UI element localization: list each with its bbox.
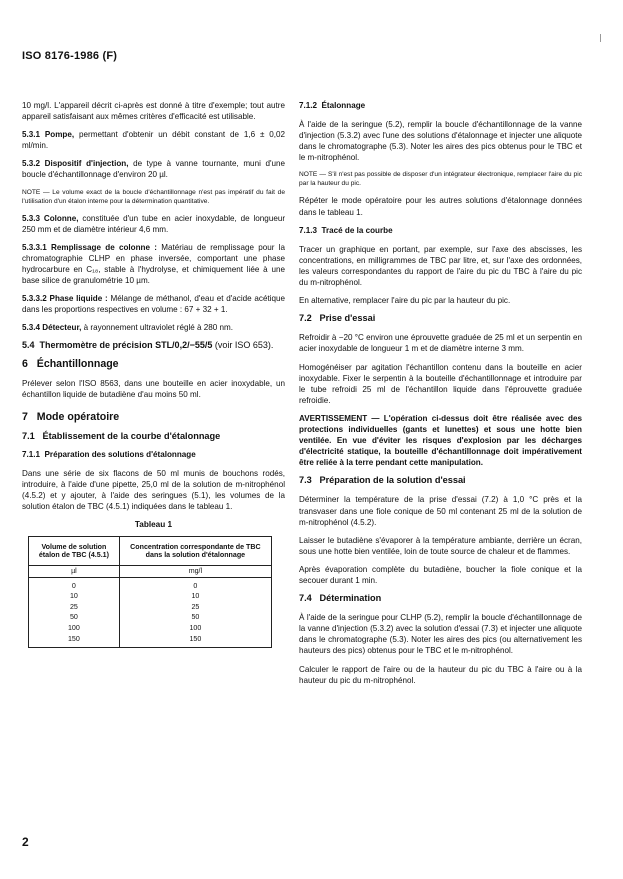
table-cell: 50	[29, 612, 120, 623]
section-title: Détecteur,	[42, 323, 82, 333]
section-title: Pompe,	[44, 130, 75, 140]
section-title: Préparation des solutions d'étalonnage	[44, 449, 196, 459]
table-cell: 150	[29, 634, 120, 648]
section-5-3-2	[22, 158, 285, 180]
table-cell: 150	[119, 634, 271, 648]
section-7-1-3-heading	[299, 225, 582, 236]
section-7-1-1-heading	[22, 449, 285, 460]
section-7-4-p1: À l'aide de la seringue pour CLHP (5.2), remplir la boucle d'échantillonnage de la vanne d'injection (5.3.2) avec la solution d'essai (7.3) et injecter une aliquote dans le chromatographe (5.3). Noter les aires des pics (ou alternativement les hauteurs des pics) obtenus pour le TBC et le m-nitrophénol.	[299, 613, 582, 656]
section-body: constituée d'un tube en acier inoxydable, de longueur 250 mm et de diamètre intérieur 4,6 mm.	[22, 213, 286, 234]
section-number: 6	[22, 357, 28, 370]
section-7-3-p3: Après évaporation complète du butadiène, boucher la fiole conique et la secouer durant 1 min.	[299, 564, 582, 585]
section-number: 5.3.2	[22, 159, 41, 169]
table-row	[29, 602, 272, 613]
section-5-4	[22, 340, 285, 351]
section-title: Prise d'essai	[319, 313, 376, 324]
table-caption: Tableau 1	[134, 520, 173, 530]
table-cell: 10	[29, 591, 120, 602]
note-sample-loop: NOTE — Le volume exact de la boucle d'échantillonnage n'est pas impératif du fait de l'utilisation d'un étalon interne pour la détermination quantitative.	[22, 188, 285, 205]
section-7-4-heading	[299, 593, 582, 604]
section-number: 7.4	[299, 593, 312, 604]
table-cell: 10	[119, 591, 271, 602]
table-cell: 0	[29, 577, 120, 591]
section-title: Phase liquide :	[49, 294, 108, 304]
table-cell: 25	[119, 602, 271, 613]
corner-mark	[600, 34, 601, 42]
table-row	[29, 634, 272, 648]
col1-unit: µl	[29, 565, 120, 577]
section-5-3-3-1	[22, 242, 285, 286]
section-7-3-heading	[299, 475, 582, 486]
section-7-3-p1: Déterminer la température de la prise d'essai (7.2) à 1,0 °C près et la transvaser dans une fiole conique de 50 ml contenant 25 ml de la solution de m-nitrophénol (4.5.2).	[299, 495, 582, 527]
warning-paragraph: AVERTISSEMENT — L'opération ci-dessus doit être réalisée avec des protections individuelles (gants et lunettes) et sous une hotte bien ventilée. En vue d'éviter les risques d'explosion par les décharges d'électricité statique, la bouteille d'échantillonnage doit impérativement être reliée à la terre pendant cette manipulation.	[299, 413, 582, 468]
section-number: 7.1	[22, 430, 35, 441]
table-cell: 100	[29, 623, 120, 634]
section-6-heading	[22, 359, 285, 370]
table-cell: 50	[119, 612, 271, 623]
intro-paragraph: 10 mg/l. L'appareil décrit ci-après est donné à titre d'exemple; tout autre appareil satisfaisant aux mêmes critères d'efficacité est utilisable.	[22, 101, 285, 122]
section-7-1-heading	[22, 431, 285, 442]
section-7-heading	[22, 412, 285, 423]
section-6-body: Prélever selon l'ISO 8563, dans une bouteille en acier inoxydable, un échantillon liquide de butadiène d'au moins 50 ml.	[22, 378, 285, 399]
section-7-1-2-heading	[299, 100, 582, 111]
section-number: 7.1.2	[299, 101, 318, 110]
section-title: Étalonnage	[321, 101, 366, 110]
section-7-1-2-body: À l'aide de la seringue (5.2), remplir la boucle d'échantillonnage de la vanne d'injection (5.3.2) avec l'une des solutions d'étalonnage et injecter une aliquote dans le chromatographe (5.3). Noter les aires des pics obtenus pour le TBC et le m-nitrophénol.	[299, 120, 582, 163]
section-7-1-3-alt: En alternative, remplacer l'aire du pic par la hauteur du pic.	[299, 296, 511, 306]
col1-header: Volume de solution étalon de TBC (4.5.1)	[29, 536, 120, 565]
section-number: 7.1.1	[22, 449, 41, 459]
right-column	[299, 100, 582, 693]
section-title: Colonne,	[43, 213, 79, 223]
section-7-2-p1: Refroidir à −20 °C environ une éprouvette graduée de 25 ml et un serpentin en acier inoxydable de longueur 1 m et de diamètre interne 3 mm.	[299, 333, 582, 354]
section-number: 7.2	[299, 313, 312, 324]
section-5-3-4	[22, 322, 285, 333]
section-body: Mélange de méthanol, d'eau et d'acide acétique dans les proportions respectives en volume : 67 + 32 + 1.	[22, 294, 286, 315]
section-7-4-p2: Calculer le rapport de l'aire ou de la hauteur du pic du TBC à l'aire ou à la hauteur du pic du m-nitrophénol.	[299, 664, 582, 685]
section-number: 7	[22, 410, 28, 423]
section-title: Établissement de la courbe d'étalonnage	[42, 430, 221, 441]
section-number: 5.3.3.2	[22, 294, 47, 304]
col2-header: Concentration correspondante de TBC dans la solution d'étalonnage	[119, 536, 271, 565]
section-title: Préparation de la solution d'essai	[319, 475, 466, 486]
page-number: 2	[22, 835, 29, 849]
col2-unit: mg/l	[119, 565, 271, 577]
section-body: de type à vanne tournante, muni d'une boucle d'échantillonnage d'environ 20 µl.	[22, 159, 286, 180]
section-body: (voir ISO 653).	[214, 340, 274, 351]
section-body: Matériau de remplissage pour la chromatographie CLHP en phase inversée, comportant une phase hydrocarbure en C₁₈, stable à l'hydrolyse, et chimiquement liée à une base silice de granulométrie 10 µm.	[22, 242, 285, 286]
table-row	[29, 612, 272, 623]
section-body: permettant d'obtenir un débit constant de 1,6 ± 0,02 ml/min.	[22, 130, 286, 151]
section-5-3-1	[22, 129, 285, 151]
section-5-3-3	[22, 213, 285, 235]
section-number: 5.3.3	[22, 213, 41, 223]
table-row	[29, 623, 272, 634]
section-title: Thermomètre de précision STL/0,2/−55/5	[39, 340, 213, 351]
section-7-1-1-body: Dans une série de six flacons de 50 ml munis de bouchons rodés, introduire, à l'aide d'une pipette, 25,0 ml de la solution de m-nitrophénol (4.5.2) et y ajouter, à l'aide des seringues (5.1), les volumes de la solution étalon de TBC (4.5.1) indiquées dans le tableau 1.	[22, 469, 285, 512]
table-cell: 25	[29, 602, 120, 613]
section-5-3-3-2	[22, 293, 285, 315]
repeat-paragraph: Répéter le mode opératoire pour les autres solutions d'étalonnage données dans le tableau 1.	[299, 196, 582, 217]
section-title: Dispositif d'injection,	[44, 159, 129, 169]
section-body: à rayonnement ultraviolet réglé à 280 nm.	[83, 323, 234, 333]
section-7-1-3-body: Tracer un graphique en portant, par exemple, sur l'axe des abscisses, les concentrations, en milligrammes de TBC par litre, et, sur l'axe des ordonnées, les valeurs correspondantes du rapport de l'aire du pic du TBC à l'aire du pic du m-nitrophénol.	[299, 244, 582, 288]
section-number: 5.4	[22, 340, 35, 351]
section-7-2-p2: Homogénéiser par agitation l'échantillon contenu dans la bouteille en acier inoxydable. Fixer le serpentin à la bouteille d'échantillonnage et introduire par le tube refroidi 25 ml de l'échantillon liquide dans l'éprouvette graduée refroidie.	[299, 362, 582, 405]
calibration-table	[28, 536, 272, 649]
section-title: Détermination	[319, 593, 382, 604]
section-title: Tracé de la courbe	[321, 225, 393, 235]
section-title: Échantillonnage	[36, 357, 119, 370]
section-7-3-p2: Laisser le butadiène s'évaporer à la température ambiante, derrière un écran, sous une hotte bien ventilée, loin de toute source de chaleur et de flammes.	[299, 535, 582, 556]
section-number: 7.1.3	[299, 225, 318, 235]
left-column	[22, 100, 285, 648]
table-cell: 0	[119, 577, 271, 591]
table-row	[29, 591, 272, 602]
section-number: 7.3	[299, 475, 312, 486]
note-integrator: NOTE — S'il n'est pas possible de disposer d'un intégrateur électronique, remplacer l'aire du pic par la hauteur du pic.	[299, 171, 582, 188]
section-number: 5.3.3.1	[22, 242, 47, 252]
page-header: ISO 8176-1986 (F)	[22, 50, 118, 62]
section-title: Mode opératoire	[36, 410, 120, 423]
table-row	[29, 577, 272, 591]
table-cell: 100	[119, 623, 271, 634]
section-number: 5.3.1	[22, 130, 41, 140]
section-7-2-heading	[299, 313, 582, 324]
section-number: 5.3.4	[22, 323, 41, 333]
section-title: Remplissage de colonne :	[51, 242, 157, 252]
